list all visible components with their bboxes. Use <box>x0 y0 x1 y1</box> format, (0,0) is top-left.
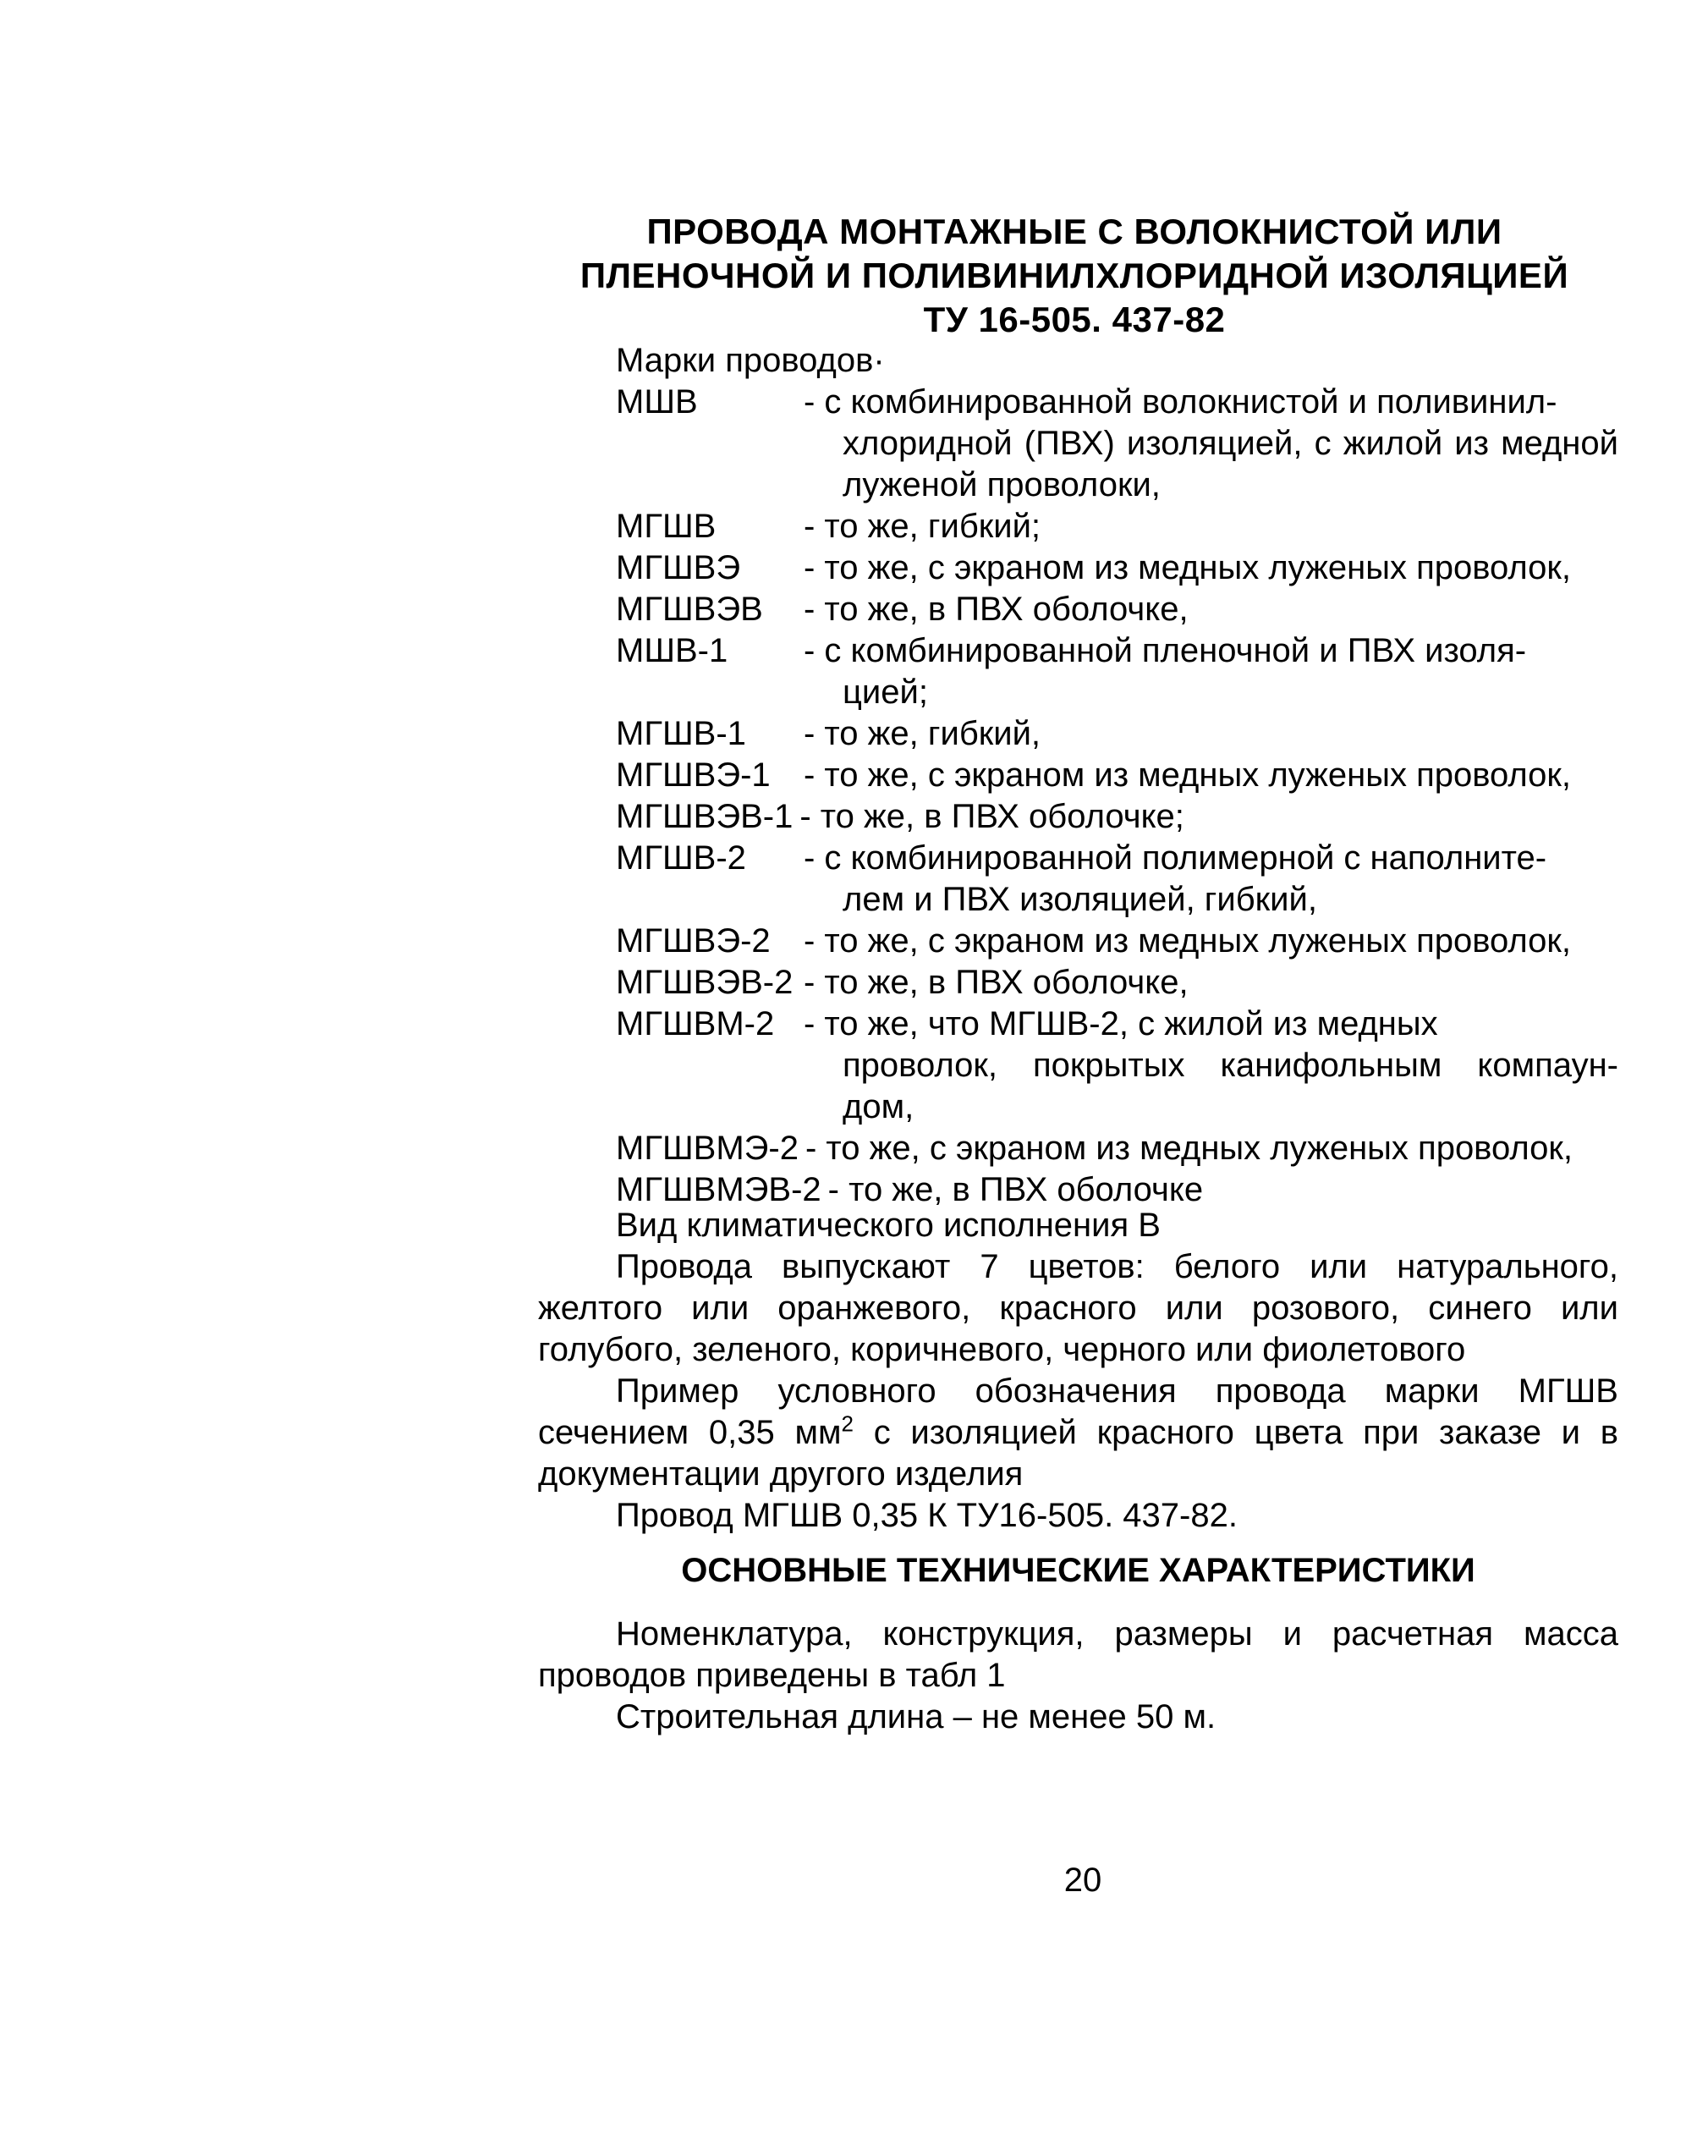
mark-code: МШВ-1 <box>616 632 728 669</box>
mark-desc-cont: хлоридной (ПВХ) изоляцией, с жилой из медной луженой проволоки, <box>843 425 1618 503</box>
list-item <box>616 713 1618 755</box>
mark-desc-cont: лем и ПВХ изоляцией, гибкий, <box>843 881 1317 918</box>
nomenclature-paragraph: Номенклатура, конструкция, размеры и расчетная масса проводов приведены в табл 1 <box>538 1615 1618 1694</box>
mark-code: МГШВ <box>616 508 717 545</box>
mark-desc-text: - с комбинированной пленочной и ПВХ изоля- <box>804 632 1527 669</box>
list-item <box>616 1128 1618 1169</box>
list-item <box>616 382 1618 506</box>
mark-code: МГШВМЭВ-2 <box>616 1171 821 1208</box>
mark-desc-text: - с комбинированной полимерной с наполните- <box>804 839 1547 877</box>
list-item <box>616 1004 1618 1128</box>
list-item <box>616 630 1618 713</box>
mark-code: МШВ <box>616 383 698 421</box>
mark-desc-text: - то же, в ПВХ оболочке; <box>799 798 1184 835</box>
document-title <box>533 210 1616 342</box>
mark-desc-text: - с комбинированной волокнистой и поливинил- <box>804 383 1557 421</box>
mark-code: МГШВЭВ <box>616 591 763 628</box>
mark-desc-cont: проволок, покрытых канифольным компаун- дом, <box>843 1047 1618 1125</box>
mark-desc-text: - то же, в ПВХ оболочке, <box>804 964 1189 1001</box>
title-line-1: ПРОВОДА МОНТАЖНЫЕ С ВОЛОКНИСТОЙ ИЛИ <box>646 212 1502 251</box>
mark-desc-cont: цией; <box>843 674 928 711</box>
mark-description <box>804 1004 1618 1128</box>
example-text-1: Пример условного обозначения провода марки МГШВ сечением 0,35 мм <box>538 1372 1618 1451</box>
example-superscript: 2 <box>841 1411 854 1437</box>
mark-code: МГШВЭВ-1 <box>616 798 794 835</box>
list-item <box>616 506 1618 547</box>
list-item <box>616 838 1618 921</box>
marks-list <box>616 382 1618 1211</box>
section-title: ОСНОВНЫЕ ТЕХНИЧЕСКИЕ ХАРАКТЕРИСТИКИ <box>681 1552 1475 1589</box>
mark-code: МГШВ-2 <box>616 839 746 877</box>
marks-intro: Марки проводов· <box>616 342 885 379</box>
mark-desc-text: - то же, в ПВХ оболочке, <box>804 591 1189 628</box>
mark-desc-text: - то же, гибкий, <box>804 715 1041 752</box>
example-text-2: с изоляцией красного цвета при заказе и в документации другого изделия <box>538 1414 1619 1493</box>
list-item <box>616 962 1618 1004</box>
mark-description <box>804 962 1618 1004</box>
mark-code: МГШВМ-2 <box>616 1005 775 1042</box>
list-item <box>616 755 1618 796</box>
list-item <box>616 921 1618 962</box>
colors-paragraph: Провода выпускают 7 цветов: белого или натурального, желтого или оранжевого, красного или розового, синего или голубого, зеленого, коричневого, черного или фиолетового <box>538 1248 1618 1368</box>
climate-text: Вид климатического исполнения В <box>616 1207 1161 1244</box>
mark-description <box>804 838 1618 921</box>
mark-desc-text: - то же, с экраном из медных луженых проволок, <box>804 922 1572 960</box>
mark-code: МГШВМЭ-2 <box>616 1130 799 1167</box>
example-designation: Провод МГШВ 0,35 К ТУ16-505. 437-82. <box>616 1497 1238 1534</box>
mark-desc-text: - то же, гибкий; <box>804 508 1041 545</box>
mark-description <box>805 1128 1618 1169</box>
mark-desc-text: - то же, в ПВХ оболочке <box>827 1171 1204 1208</box>
mark-desc-text: - то же, с экраном из медных луженых проволок, <box>804 549 1572 586</box>
mark-description <box>804 755 1618 796</box>
list-item <box>616 589 1618 630</box>
title-line-2: ПЛЕНОЧНОЙ И ПОЛИВИНИЛХЛОРИДНОЙ ИЗОЛЯЦИЕЙ <box>579 256 1569 295</box>
mark-code: МГШВ-1 <box>616 715 746 752</box>
mark-description <box>804 630 1618 713</box>
mark-description <box>799 796 1618 838</box>
mark-description <box>804 506 1618 547</box>
example-paragraph <box>538 1371 1618 1495</box>
mark-code: МГШВЭВ-2 <box>616 964 794 1001</box>
mark-code: МГШВЭ-2 <box>616 922 771 960</box>
mark-description <box>804 921 1618 962</box>
mark-description <box>804 589 1618 630</box>
mark-description <box>804 547 1618 589</box>
mark-code: МГШВЭ <box>616 549 741 586</box>
title-spec: ТУ 16-505. 437-82 <box>923 300 1226 339</box>
list-item <box>616 547 1618 589</box>
length-text: Строительная длина – не менее 50 м. <box>616 1698 1216 1735</box>
mark-desc-text: - то же, что МГШВ-2, с жилой из медных <box>804 1005 1438 1042</box>
mark-desc-text: - то же, с экраном из медных луженых проволок, <box>804 756 1572 794</box>
list-item <box>616 796 1618 838</box>
page-number: 20 <box>1063 1862 1102 1899</box>
mark-desc-text: - то же, с экраном из медных луженых проволок, <box>805 1130 1573 1167</box>
mark-description <box>804 713 1618 755</box>
mark-description <box>804 382 1618 506</box>
mark-code: МГШВЭ-1 <box>616 756 771 794</box>
